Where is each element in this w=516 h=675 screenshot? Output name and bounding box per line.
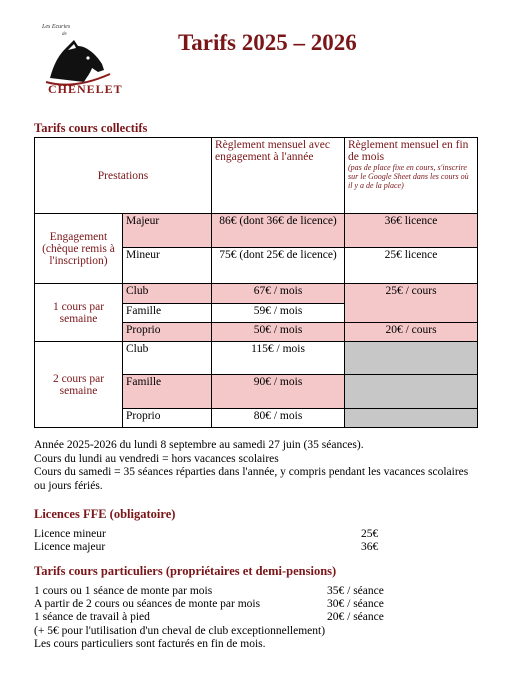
row-type: Club [123, 284, 212, 304]
empty-cell [345, 409, 478, 428]
particulier-price: 35€ / séance [327, 585, 384, 597]
logo [34, 20, 124, 100]
tarifs-table [34, 137, 478, 428]
particulier-price: 30€ / séance [327, 598, 384, 610]
licences-heading: Licences FFE (obligatoire) [34, 507, 176, 521]
particulier-label: 1 cours ou 1 séance de monte par mois [34, 585, 213, 597]
row-price-a: 59€ / mois [212, 304, 345, 323]
page-title: Tarifs 2025 – 2026 [178, 30, 357, 55]
table-row [35, 342, 478, 375]
table-row [35, 214, 478, 248]
season-info [34, 439, 474, 493]
col1-header: Règlement mensuel avec engagement à l'année [212, 138, 345, 214]
particuliers-heading: Tarifs cours particuliers (propriétaires et demi-pensions) [34, 564, 337, 578]
licence-price: 25€ [361, 528, 379, 540]
logo-name: CHENELET [48, 82, 123, 96]
engagement-label: Engagement (chèque remis à l'inscription) [35, 214, 123, 284]
info-line: Cours du lundi au vendredi = hors vacances scolaires [34, 452, 279, 465]
row-price-b: 25€ / cours [345, 284, 478, 323]
two-courses-label: 2 cours par semaine [35, 342, 123, 428]
row-type: Famille [123, 375, 212, 409]
row-price-b: 25€ licence [345, 248, 478, 284]
particulier-note: Les cours particuliers sont facturés en fin de mois. [34, 638, 266, 650]
particulier-label: A partir de 2 cours ou séances de monte par mois [34, 598, 261, 610]
col2-title: Règlement mensuel en fin de mois [348, 139, 469, 163]
table-header-row [35, 138, 478, 214]
row-price-a: 50€ / mois [212, 323, 345, 342]
row-type: Famille [123, 304, 212, 323]
empty-cell [345, 375, 478, 409]
collectifs-heading: Tarifs cours collectifs [34, 121, 148, 135]
info-line: Cours du samedi = 35 séances réparties dans l'année, y compris pendant les vacances scolaires ou jours fériés. [34, 466, 469, 492]
row-type: Club [123, 342, 212, 375]
particulier-price: 20€ / séance [327, 611, 384, 623]
row-price-a: 67€ / mois [212, 284, 345, 304]
info-line: Année 2025-2026 du lundi 8 septembre au samedi 27 juin (35 séances). [34, 439, 364, 451]
licence-label: Licence mineur [34, 528, 106, 540]
licence-label: Licence majeur [34, 541, 106, 553]
one-course-label: 1 cours par semaine [35, 284, 123, 342]
col2-note: (pas de place fixe en cours, s'inscrire sur le Google Sheet dans les cours où il y a de la place) [348, 163, 469, 190]
particulier-note: (+ 5€ pour l'utilisation d'un cheval de club exceptionnellement) [34, 625, 326, 637]
table-row [35, 284, 478, 304]
particulier-label: 1 séance de travail à pied [34, 611, 150, 623]
row-price-b: 36€ licence [345, 214, 478, 248]
row-price-b: 20€ / cours [345, 323, 478, 342]
col2-header [345, 138, 478, 214]
row-type: Proprio [123, 409, 212, 428]
row-price-a: 90€ / mois [212, 375, 345, 409]
row-price-a: 115€ / mois [212, 342, 345, 375]
row-price-a: 75€ (dont 25€ de licence) [212, 248, 345, 284]
row-type: Majeur [123, 214, 212, 248]
logo-top-text: Les Ecuries [42, 24, 71, 30]
licence-price: 36€ [361, 541, 379, 553]
horse-head-icon [44, 34, 114, 86]
row-type: Proprio [123, 323, 212, 342]
row-price-a: 86€ (dont 36€ de licence) [212, 214, 345, 248]
row-type: Mineur [123, 248, 212, 284]
row-price-a: 80€ / mois [212, 409, 345, 428]
prestations-header: Prestations [35, 138, 212, 214]
logo-de-text: de [62, 32, 67, 37]
empty-cell [345, 342, 478, 375]
